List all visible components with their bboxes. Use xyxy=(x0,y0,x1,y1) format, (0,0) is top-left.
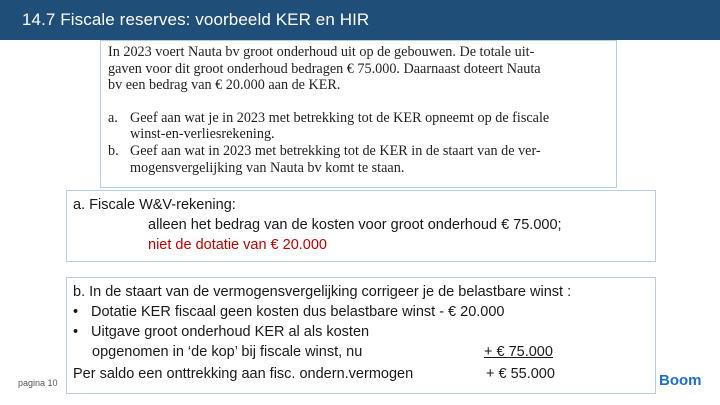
slide-title: 14.7 Fiscale reserves: voorbeeld KER en HIR xyxy=(22,10,370,29)
answer-a-box xyxy=(66,190,656,262)
question-item-line: winst-en-verliesrekening. xyxy=(130,126,275,143)
question-item-marker: a. xyxy=(108,109,118,126)
answer-b-bullet-text: Uitgave groot onderhoud KER al als kosten xyxy=(91,324,370,340)
question-item-marker: b. xyxy=(108,142,119,159)
answer-b-total-label: Per saldo een onttrekking aan fisc. ondern.vermogen xyxy=(73,366,414,382)
answer-b-bullet-2-continuation: opgenomen in ‘de kop’ bij fiscale winst, nu xyxy=(92,344,363,360)
question-item-line: Geef aan wat je in 2023 met betrekking tot de KER opneemt op de fiscale xyxy=(130,109,550,126)
question-intro-line: gaven voor dit groot onderhoud bedragen € 75.000. Daarnaast doteert Nauta xyxy=(108,60,541,77)
answer-b-heading: b. In de staart van de vermogensvergelijking corrigeer je de belastbare winst : xyxy=(73,284,572,300)
publisher-logo: Boom xyxy=(656,370,708,392)
page-number: pagina 10 xyxy=(18,378,58,388)
question-item-b xyxy=(108,143,610,176)
answer-b-box xyxy=(66,277,656,394)
exercise-question-box xyxy=(100,40,617,188)
slide-title-bar xyxy=(0,0,720,40)
answer-b-amount-maintenance: + € 75.000 xyxy=(484,344,553,360)
bullet-icon: • xyxy=(73,324,79,340)
question-intro-line: bv een bedrag van € 20.000 aan de KER. xyxy=(108,77,341,94)
answer-b-bullet-2 xyxy=(73,322,369,342)
answer-b-bullet-1 xyxy=(73,302,505,322)
question-item-line: mogensvergelijking van Nauta bv komt te staan. xyxy=(130,159,405,176)
bullet-icon: • xyxy=(73,304,79,320)
answer-b-total-amount: + € 55.000 xyxy=(486,366,555,382)
question-item-a xyxy=(108,110,610,143)
question-intro xyxy=(108,44,610,94)
answer-a-text: alleen het bedrag van de kosten voor groot onderhoud € 75.000; xyxy=(148,217,562,233)
question-intro-line: In 2023 voert Nauta bv groot onderhoud uit op de gebouwen. De totale uit- xyxy=(108,44,535,60)
answer-a-heading: a. Fiscale W&V-rekening: xyxy=(73,197,236,213)
answer-b-bullet-text: Dotatie KER fiscaal geen kosten dus belastbare winst - € 20.000 xyxy=(91,304,505,320)
question-item-line: Geef aan wat in 2023 met betrekking tot de KER in de staart van de ver- xyxy=(130,142,541,159)
answer-a-highlight: niet de dotatie van € 20.000 xyxy=(148,237,327,253)
